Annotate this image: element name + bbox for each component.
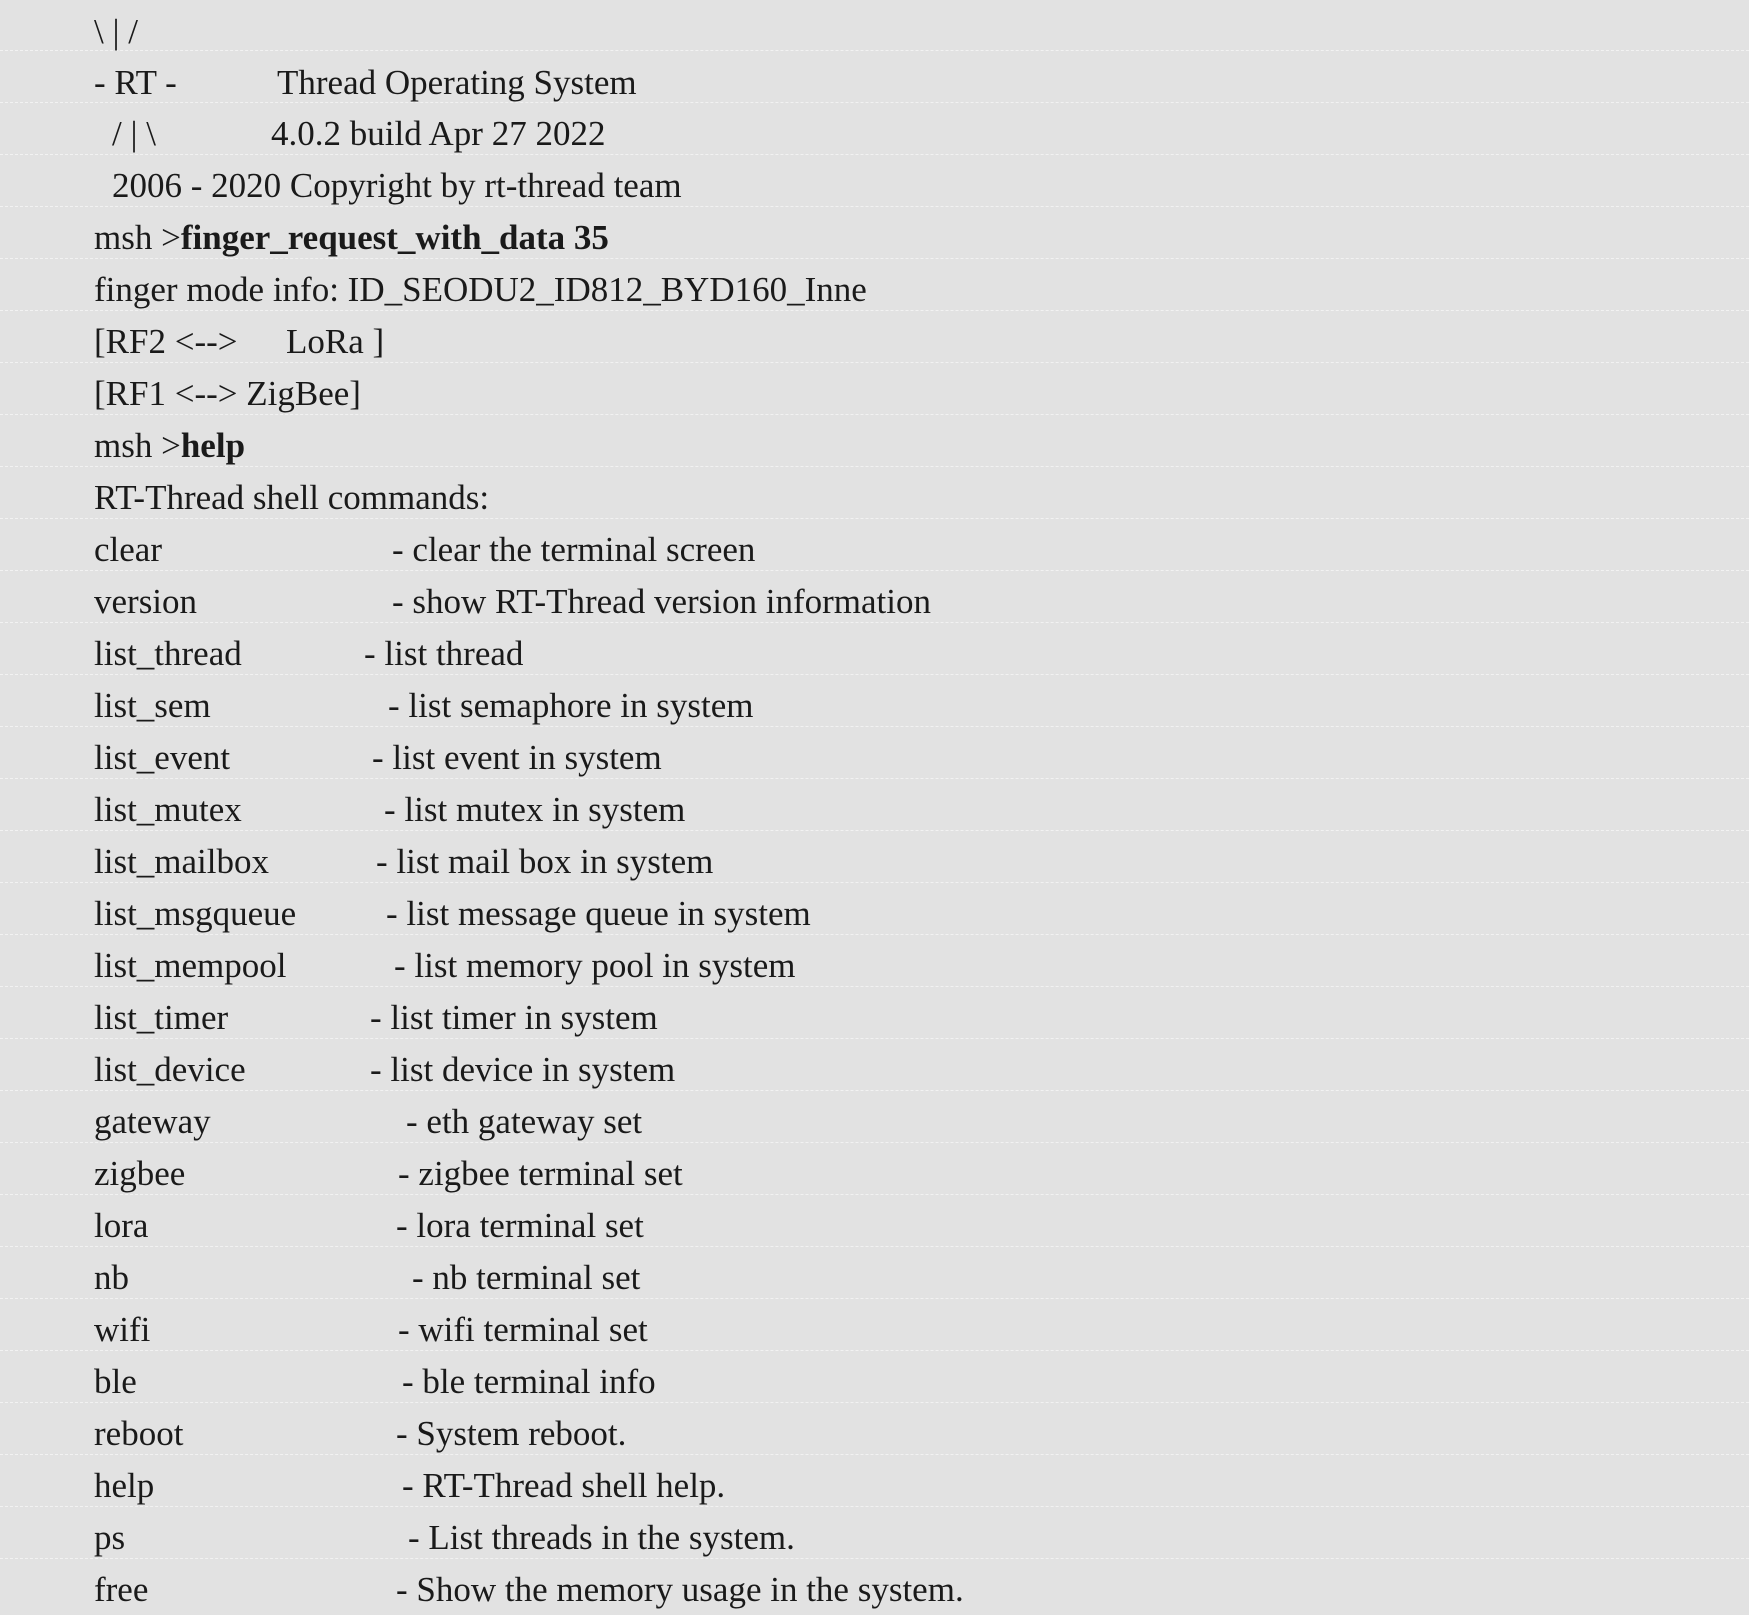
command-description: - list timer in system <box>370 998 658 1037</box>
command-line-2 <box>94 426 245 466</box>
row-separator <box>0 570 1749 571</box>
command-name: ps <box>94 1518 126 1557</box>
rf2-mapping-left: [RF2 <--> <box>94 322 238 361</box>
command-description: - List threads in the system. <box>408 1518 795 1557</box>
row-separator <box>0 1246 1749 1247</box>
row-separator <box>0 1558 1749 1559</box>
command-name: zigbee <box>94 1154 186 1193</box>
row-separator <box>0 206 1749 207</box>
command-name: list_mailbox <box>94 842 269 881</box>
row-separator <box>0 882 1749 883</box>
row-separator <box>0 154 1749 155</box>
help-header: RT-Thread shell commands: <box>94 478 490 517</box>
command-name: list_mempool <box>94 946 287 985</box>
command-name: version <box>94 582 198 621</box>
command-description: - ble terminal info <box>402 1362 656 1401</box>
command-name: list_sem <box>94 686 211 725</box>
prompt: msh > <box>94 218 181 257</box>
command-description: - list semaphore in system <box>388 686 754 725</box>
command-name: list_device <box>94 1050 246 1089</box>
command-name: lora <box>94 1206 149 1245</box>
row-separator <box>0 414 1749 415</box>
row-separator <box>0 934 1749 935</box>
rf1-mapping: [RF1 <--> ZigBee] <box>94 374 361 413</box>
command-name: list_event <box>94 738 231 777</box>
command-description: - list event in system <box>372 738 662 777</box>
command-name: reboot <box>94 1414 184 1453</box>
row-separator <box>0 518 1749 519</box>
row-separator <box>0 50 1749 51</box>
row-separator <box>0 830 1749 831</box>
command-name: list_thread <box>94 634 242 673</box>
row-separator <box>0 1090 1749 1091</box>
command-description: - clear the terminal screen <box>392 530 756 569</box>
command-name: list_mutex <box>94 790 242 829</box>
row-separator <box>0 1194 1749 1195</box>
command-name: list_timer <box>94 998 229 1037</box>
command-description: - list message queue in system <box>386 894 811 933</box>
command-description: - lora terminal set <box>396 1206 644 1245</box>
row-separator <box>0 1298 1749 1299</box>
row-separator <box>0 310 1749 311</box>
banner-copyright: 2006 - 2020 Copyright by rt-thread team <box>112 166 682 205</box>
banner-logo-mid: - RT - <box>94 63 177 102</box>
banner-logo-bottom: / | \ <box>112 114 156 153</box>
row-separator <box>0 778 1749 779</box>
command-name: gateway <box>94 1102 211 1141</box>
row-separator <box>0 466 1749 467</box>
command-description: - zigbee terminal set <box>398 1154 683 1193</box>
banner-logo-top: \ | / <box>94 12 138 51</box>
row-separator <box>0 674 1749 675</box>
row-separator <box>0 362 1749 363</box>
row-separator <box>0 1350 1749 1351</box>
row-separator <box>0 1402 1749 1403</box>
row-separator <box>0 986 1749 987</box>
row-separator <box>0 102 1749 103</box>
command-name: help <box>94 1466 155 1505</box>
entered-command: help <box>180 426 246 465</box>
command-name: ble <box>94 1362 137 1401</box>
rf2-mapping-right: LoRa ] <box>286 322 385 361</box>
row-separator <box>0 622 1749 623</box>
command-description: - list thread <box>364 634 524 673</box>
command-description: - list device in system <box>370 1050 676 1089</box>
command-description: - eth gateway set <box>406 1102 643 1141</box>
entered-command: finger_request_with_data 35 <box>180 218 609 257</box>
row-separator <box>0 726 1749 727</box>
command-description: - list mail box in system <box>376 842 714 881</box>
command-name: nb <box>94 1258 129 1297</box>
command-description: - list mutex in system <box>384 790 686 829</box>
command-line-1 <box>94 218 609 258</box>
row-separator <box>0 1038 1749 1039</box>
command-description: - Show the memory usage in the system. <box>396 1570 964 1609</box>
row-separator <box>0 1454 1749 1455</box>
command-description: - nb terminal set <box>412 1258 641 1297</box>
command-description: - System reboot. <box>396 1414 627 1453</box>
row-separator <box>0 1506 1749 1507</box>
finger-mode-info: finger mode info: ID_SEODU2_ID812_BYD160_Inne <box>94 270 867 309</box>
banner-os-name: Thread Operating System <box>277 63 637 102</box>
command-name: list_msgqueue <box>94 894 297 933</box>
row-separator <box>0 258 1749 259</box>
row-separator <box>0 1142 1749 1143</box>
command-description: - wifi terminal set <box>398 1310 648 1349</box>
command-name: wifi <box>94 1310 151 1349</box>
command-description: - show RT-Thread version information <box>392 582 931 621</box>
command-description: - list memory pool in system <box>394 946 796 985</box>
banner-version-build: 4.0.2 build Apr 27 2022 <box>271 114 606 153</box>
command-name: free <box>94 1570 149 1609</box>
command-name: clear <box>94 530 162 569</box>
prompt: msh > <box>94 426 181 465</box>
command-description: - RT-Thread shell help. <box>402 1466 726 1505</box>
